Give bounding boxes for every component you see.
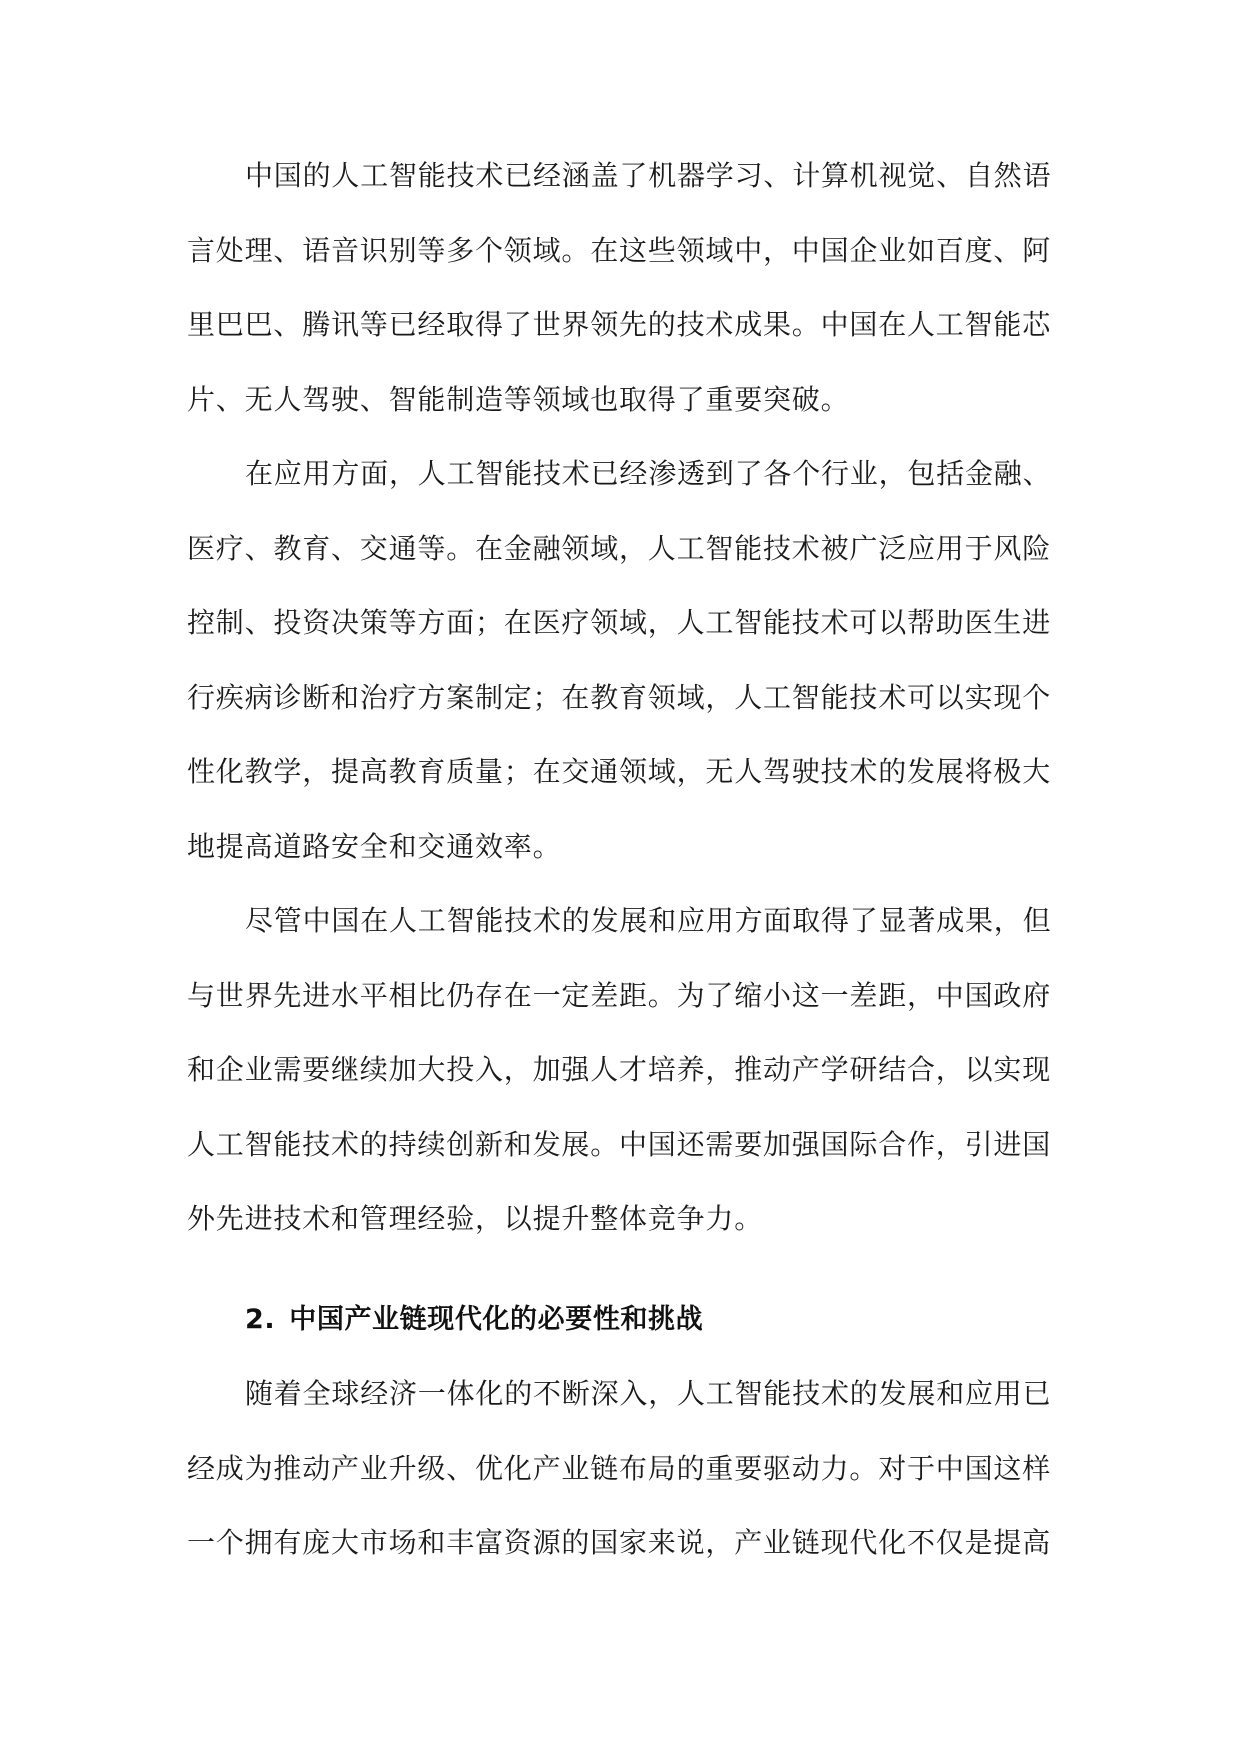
section-title: 中国产业链现代化的必要性和挑战 bbox=[289, 1303, 704, 1335]
paragraph-line: 控制、投资决策等方面；在医疗领域，人工智能技术可以帮助医生进 bbox=[187, 606, 1052, 639]
paragraph-ai-fields bbox=[187, 139, 1057, 437]
section-number: 2. bbox=[245, 1303, 276, 1335]
paragraph-line: 言处理、语音识别等多个领域。在这些领域中，中国企业如百度、阿 bbox=[187, 233, 1052, 267]
paragraph-line: 在应用方面，人工智能技术已经渗透到了各个行业，包括金融、 bbox=[245, 457, 1052, 490]
paragraph-line: 与世界先进水平相比仍存在一定差距。为了缩小这一差距，中国政府 bbox=[187, 978, 1052, 1012]
paragraph-ai-applications bbox=[187, 437, 1057, 884]
paragraph-line: 和企业需要继续加大投入，加强人才培养，推动产学研结合，以实现 bbox=[187, 1053, 1052, 1086]
paragraph-line: 人工智能技术的持续创新和发展。中国还需要加强国际合作，引进国 bbox=[187, 1127, 1052, 1161]
paragraph-line: 一个拥有庞大市场和丰富资源的国家来说，产业链现代化不仅是提高 bbox=[187, 1526, 1052, 1559]
paragraph-line: 地提高道路安全和交通效率。 bbox=[187, 829, 562, 863]
section-heading bbox=[187, 1283, 1057, 1358]
paragraph-line: 行疾病诊断和治疗方案制定；在教育领域，人工智能技术可以实现个 bbox=[187, 680, 1052, 714]
paragraph-ai-gap bbox=[187, 884, 1057, 1257]
paragraph-line: 性化教学，提高教育质量；在交通领域，无人驾驶技术的发展将极大 bbox=[187, 755, 1052, 788]
paragraph-line: 里巴巴、腾讯等已经取得了世界领先的技术成果。中国在人工智能芯 bbox=[187, 308, 1052, 341]
paragraph-line: 经成为推动产业升级、优化产业链布局的重要驱动力。对于中国这样 bbox=[187, 1451, 1052, 1485]
paragraph-line: 医疗、教育、交通等。在金融领域，人工智能技术被广泛应用于风险 bbox=[187, 531, 1052, 565]
paragraph-line: 中国的人工智能技术已经涵盖了机器学习、计算机视觉、自然语 bbox=[245, 159, 1052, 192]
paragraph-line: 外先进技术和管理经验，以提升整体竞争力。 bbox=[187, 1202, 764, 1235]
paragraph-line: 尽管中国在人工智能技术的发展和应用方面取得了显著成果，但 bbox=[245, 904, 1052, 937]
paragraph-line: 随着全球经济一体化的不断深入，人工智能技术的发展和应用已 bbox=[245, 1377, 1052, 1410]
document-body bbox=[187, 139, 1057, 1581]
section-spacer bbox=[187, 1257, 1057, 1283]
paragraph-line: 片、无人驾驶、智能制造等领域也取得了重要突破。 bbox=[187, 382, 850, 416]
paragraph-industry-chain bbox=[187, 1357, 1057, 1581]
